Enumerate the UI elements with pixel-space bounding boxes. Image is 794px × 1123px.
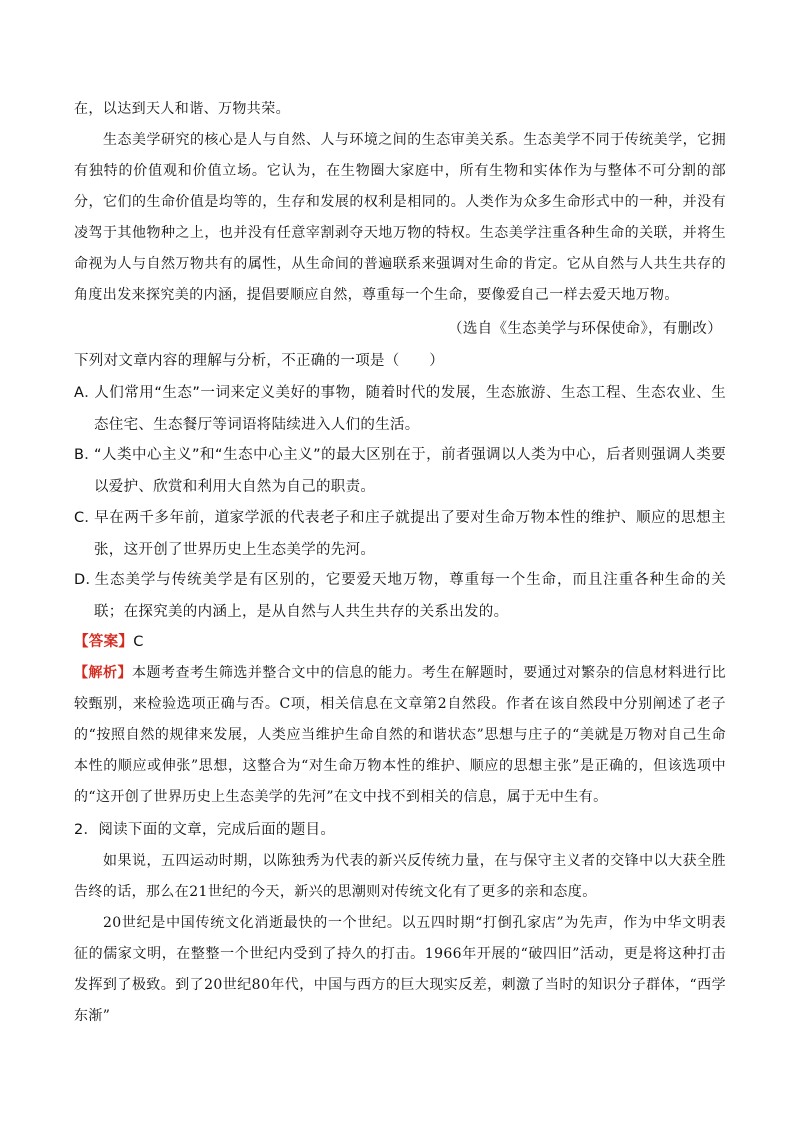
option-a [74, 377, 726, 441]
question-2-paragraph-1: 如果说，五四运动时期，以陈独秀为代表的新兴反传统力量，在与保守主义者的交锋中以大获全胜告终的话，那么在21世纪的今天，新兴的思潮则对传统文化有了更多的亲和态度。 [74, 853, 726, 900]
option-b [74, 439, 726, 503]
question-2-paragraph-2: 20世纪是中国传统文化消逝最快的一个世纪。以五四时期“打倒孔家店”为先声，作为中华文明表征的儒家文明，在整整一个世纪内受到了持久的打击。1966年开展的“破四旧”活动，更是将这种打击发挥到了极致。到了20世纪80年代，中国与西方的巨大现实反差，刺激了当时的知识分子群体，“西学东渐” [74, 915, 726, 1024]
option-letter: A． [74, 385, 100, 401]
analysis-label: 【解析】 [74, 665, 132, 681]
option-letter: D． [74, 572, 101, 588]
option-d [74, 564, 726, 628]
option-text: 人们常用“生态”一词来定义美好的事物，随着时代的发展，生态旅游、生态工程、生态农业、生态住宅、生态餐厅等词语将陆续进入人们的生活。 [94, 385, 726, 433]
option-text: 生态美学与传统美学是有区别的，它要爱天地万物，尊重每一个生命，而且注重各种生命的关联；在探究美的内涵上，是从自然与人共生共存的关系出发的。 [94, 572, 726, 620]
option-c [74, 502, 726, 566]
question-stem: 下列对文章内容的理解与分析，不正确的一项是（ ） [74, 353, 444, 369]
passage-paragraph: 生态美学研究的核心是人与自然、人与环境之间的生态审美关系。生态美学不同于传统美学，它拥有独特的价值观和价值立场。它认为，在生物圈大家庭中，所有生物和实体作为与整体不可分割的部分，它们的生命价值是均等的，生存和发展的权利是相同的。人类作为众多生命形式中的一种，并没有凌驾于其他物种之上，也并没有任意宰割剥夺天地万物的特权。生态美学注重各种生命的关联，并将生命视为人与自然万物共有的属性，从生命间的普遍联系来强调对生命的肯定。它从自然与人共生共存的角度出发来探究美的内涵，提倡要顺应自然，尊重每一个生命，要像爱自己一样去爱天地万物。 [74, 132, 726, 303]
answer-value: C [133, 634, 144, 650]
option-letter: B． [74, 447, 100, 463]
option-text: 早在两千多年前，道家学派的代表老子和庄子就提出了要对生命万物本性的维护、顺应的思想主张，这开创了世界历史上生态美学的先河。 [94, 510, 726, 558]
option-letter: C． [74, 510, 100, 526]
answer-line [74, 626, 726, 658]
question-2-header: 2．阅读下面的文章，完成后面的题目。 [74, 822, 336, 838]
source-citation: （选自《生态美学与环保使命》，有删改） [448, 321, 722, 337]
analysis-text: 本题考查考生筛选并整合文中的信息的能力。考生在解题时，要通过对繁杂的信息材料进行比较甄别，来检验选项正确与否。C项，相关信息在文章第2自然段。作者在该自然段中分别阐述了老子的“按照自然的规律来发展，人类应当维护生命自然的和谐状态”思想与庄子的“美就是万物对自己生命本性的顺应或伸张”思想，这整合为“对生命万物本性的维护、顺应的思想主张”是正确的，但该选项中的“这开创了世界历史上生态美学的先河”在文中找不到相关的信息，属于无中生有。 [74, 665, 726, 805]
analysis-paragraph [74, 658, 726, 813]
passage-tail-line: 在，以达到天人和谐、万物共荣。 [74, 101, 290, 117]
answer-label: 【答案】 [74, 634, 134, 650]
option-text: “人类中心主义”和“生态中心主义”的最大区别在于，前者强调以人类为中心，后者则强调人类要以爱护、欣赏和利用大自然为自己的职责。 [94, 447, 726, 495]
